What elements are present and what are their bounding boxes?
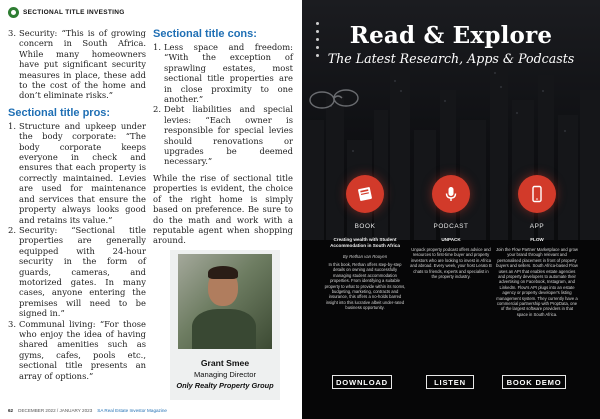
issue-date: DECEMBER 2022 / JANUARY 2023 (18, 408, 93, 413)
feature-description: Unpack property podcast offers advice and resources to first-time buyer and property investors who are looking to invest in Africa and abroad. Every week, your host Lerato B chats to friends, experts and specialist in the property industry. (410, 247, 492, 280)
author-card (170, 250, 280, 400)
feature-heading: UNPACK (441, 237, 461, 242)
list-text: Security: “Sectional title properties are generally equipped with 24-hour security in the form of guards, cameras, and motorized gates. In many cases, anyone entering the premises will need to be signed in.” (19, 224, 146, 319)
list-text: Security: “This is of growing concern in South Africa. While many homeowners have put significant security measures in place, these add to the cost of the home and don’t eliminate risks.” (19, 28, 146, 101)
magazine-logo-icon (8, 7, 19, 18)
right-page (302, 0, 600, 419)
pros-list (8, 121, 146, 381)
page-subtitle: The Latest Research, Apps & Podcasts (327, 51, 575, 66)
intro-list (8, 28, 146, 101)
list-text: Debt liabilities and special levies: “Each owner is responsible for special levies should renovations or upgrades be deemed necessary.” (164, 104, 293, 167)
author-photo (178, 254, 272, 349)
page-number: 62 (8, 408, 14, 413)
section-header (8, 7, 125, 18)
list-item (153, 104, 293, 166)
list-number: 2. (8, 224, 16, 235)
list-item (8, 319, 146, 381)
list-text: Less space and freedom: “With the exception of sprawling estates, most sectional title properties are in close proximity to one another.” (164, 42, 293, 105)
cons-heading: Sectional title cons: (153, 28, 257, 40)
closing-paragraph: While the rise of sectional title properties is evident, the choice of the right home is simply based on preference. Be sure to do the math and work with a reputable agent when shopping around. (153, 172, 293, 246)
feature-description: Join the Flow Partner Marketplace and grow your brand through relevant and personalised placement in front of property buyers and sellers. South Africa-based Flow uses an API that enables estate agencies and property developers to automate their advertising on Facebook, Instagram, and LinkedIn. Flow's API plugs into an estate agency or property developer's listing management system. They currently have a commercial partnership with PropData, one of the largest software providers in that space in South Africa. (496, 247, 578, 317)
listen-button[interactable]: LISTEN (426, 375, 474, 389)
list-number: 2. (153, 104, 161, 115)
section-label: SECTIONAL TITLE INVESTING (23, 9, 125, 16)
author-company: Only Realty Property Group (176, 381, 274, 390)
page-footer (8, 408, 167, 413)
feature-heading: FLOW (530, 237, 544, 242)
left-column (8, 28, 146, 381)
smartphone-icon (518, 175, 556, 213)
page-title: Read & Explore (349, 22, 553, 49)
list-text: Communal living: “For those who enjoy the idea of having shared amenities such as gyms, cafes, pools etc., sectional title presents an array of options.” (19, 318, 146, 381)
list-number: 1. (153, 42, 161, 52)
feature-byline: By Rethan van Rooyen (342, 254, 388, 259)
list-item (8, 28, 146, 101)
author-role: Managing Director (193, 370, 257, 379)
feature-kind: APP (529, 223, 545, 230)
feature-kind: BOOK (354, 223, 376, 230)
book-icon (346, 175, 384, 213)
pros-heading: Sectional title pros: (8, 106, 111, 119)
photo-hair-shape (208, 266, 238, 279)
list-number: 1. (8, 120, 16, 131)
list-number: 3. (8, 318, 16, 329)
feature-heading: Creating wealth with Student Accommodation in South Africa (330, 237, 400, 248)
publication-name: SA Real Estate Investor Magazine (97, 408, 167, 413)
book-demo-button[interactable]: BOOK DEMO (502, 375, 566, 389)
list-item (8, 225, 146, 319)
list-item (153, 42, 293, 104)
feature-description: In this book, Rethan offers step-by-step details on owning and successfully managing student accommodation properties. From identifying a suitable property to what to provide within its rooms, budgeting, marketing, contracts and insurance, this offers a no-holds barred insight into this lucrative albeit under-rated business opportunity. (324, 262, 406, 311)
author-name: Grant Smee (200, 358, 250, 368)
list-text: Structure and upkeep under the body corporate: “The body corporate keeps everyone in check and ensures that each property is correctly maintained. Levies are used for maintenance and services that ensure the property always looks good and retains its value.” (19, 120, 146, 225)
feature-kind: PODCAST (433, 223, 469, 230)
download-button[interactable]: DOWNLOAD (332, 375, 392, 389)
microphone-icon (432, 175, 470, 213)
list-number: 3. (8, 28, 16, 38)
right-column (153, 28, 293, 246)
photo-body-shape (192, 309, 256, 349)
cons-list (153, 42, 293, 167)
list-item (8, 121, 146, 225)
